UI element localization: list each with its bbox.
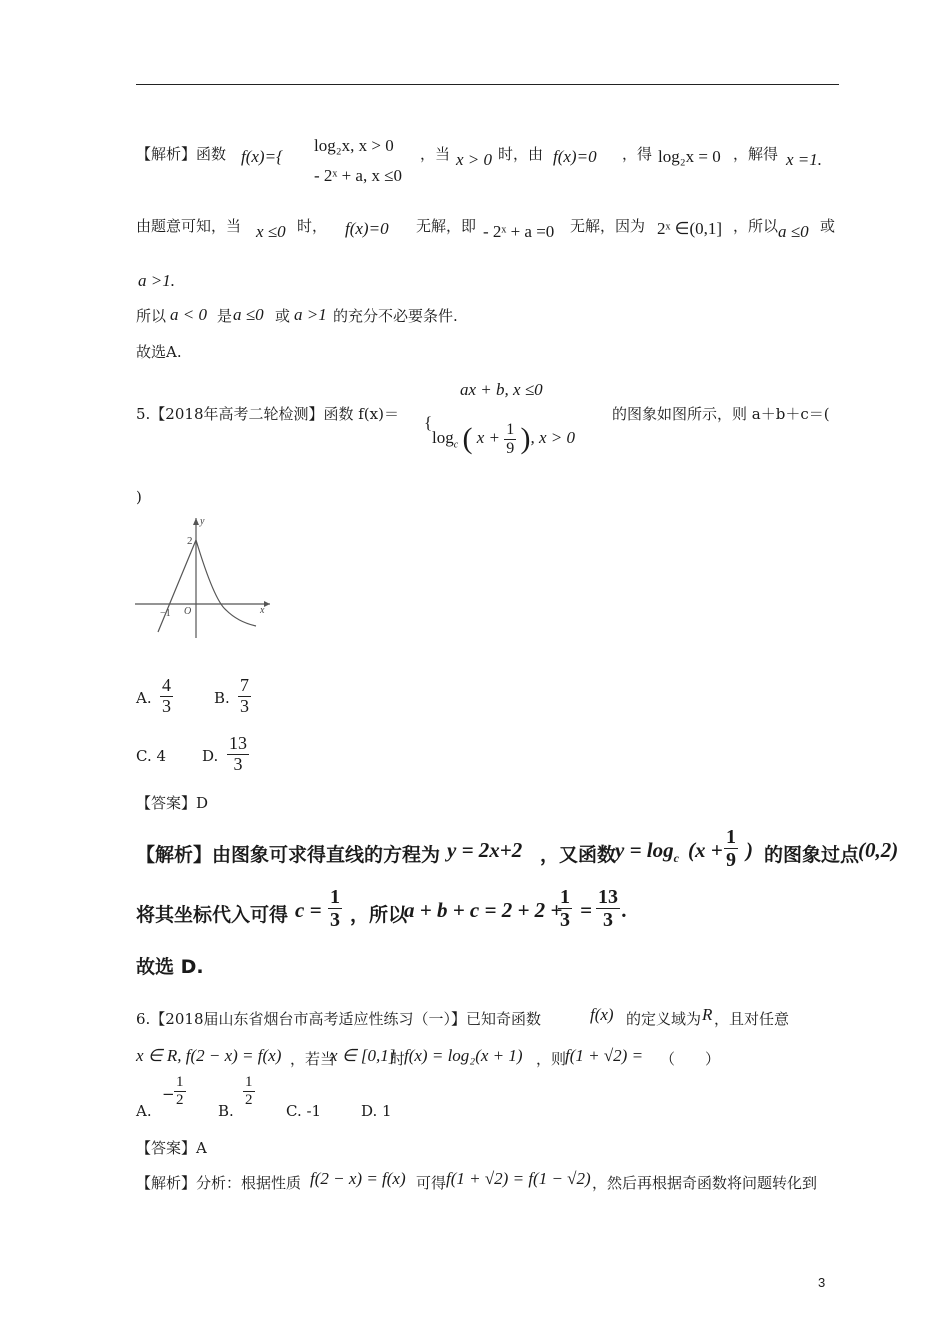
q6-sol-d: f(1 + √2) = f(1 − √2) [446,1169,591,1188]
origin-label: O [184,606,192,617]
s1-eq2: log₂x = 0 [658,147,721,166]
log-curve [196,540,256,626]
q6-t2: ，且对任意 [714,1010,790,1028]
q6-opt-d: D. 1 [361,1102,392,1120]
y-label: y [200,516,205,527]
s3-t4: 的充分不必要条件. [333,307,458,325]
q5-sol2-frac2: $\frac{1}{3}$ [560,886,570,931]
q5-sol2-c: ，所以 [350,904,408,926]
q6-sol-b: f(2 − x) = f(x) [310,1169,406,1188]
s2-line2: a >1. [138,271,175,290]
q6-l2e: f(x) = log₂(x + 1) [404,1046,523,1065]
q5-sol1-f: ) [746,838,753,862]
y-tick-2: 2 [187,535,193,547]
s2-t5: ，所以 [733,217,779,235]
s3-e3: a >1 [294,305,327,324]
s1-f-label: f(x)={ [241,147,283,166]
s1-lead: 【解析】函数 [136,145,227,163]
s1-eq1: f(x)=0 [553,147,597,166]
q6-t1: 的定义域为 [626,1010,702,1028]
s2-eq2: - 2ˣ + a =0 [483,222,555,241]
s2-t3: 无解，即 [416,217,477,235]
q5-case1: ax + b, x ≤0 [460,380,543,399]
s2-t6: 或 [820,217,836,235]
q5-opt-a-label: A. [136,689,152,707]
q5-opt-c: C. 4 [136,747,167,765]
q5-head: 5.【2018年高考二轮检测】函数 f(x)＝ [136,405,399,423]
q6-opt-b-frac: $\frac{1}{2}$ [245,1074,253,1108]
s1-eq3: x =1. [786,150,823,169]
q5-opt-a-frac: $\frac{4}{3}$ [162,675,171,716]
q6-sol-c: 可得 [416,1174,447,1192]
q6-head: 6.【2018届山东省烟台市高考适应性练习（一）】已知奇函数 [136,1010,541,1028]
q5-opt-b-label: B. [214,689,230,707]
q5-close-paren: ) [136,488,142,506]
s3-t1: 所以 [136,307,167,325]
s4-conclusion: 故选A. [136,343,182,361]
q5-sol1-g: 的图象过点 [764,844,860,866]
q5-sol2-b: c = [295,898,322,922]
x-axis-arrow [264,601,270,607]
q5-sol2-frac3: $\frac{13}{3}$ [598,886,618,931]
q6-opt-a-frac: $\frac{1}{2}$ [176,1074,184,1108]
q5-sol2-d: a + b + c = 2 + 2 + [404,898,563,922]
q5-answer: 【答案】D [136,794,209,812]
q6-opt-c: C. -1 [286,1102,322,1120]
s2-t1: 由题意可知，当 [136,217,242,235]
q5-sol1-e: (x + [688,838,723,862]
q5-sol2-frac1: $\frac{1}{3}$ [330,886,340,931]
header-rule [136,84,839,85]
q6-l2d: 时 [390,1050,406,1068]
q6-R: R [702,1005,713,1024]
q5-opt-b-frac: $\frac{7}{3}$ [240,675,249,716]
s1-case1: log₂x, x > 0 [314,136,394,155]
q5-opt-d-frac: $\frac{13}{3}$ [229,733,247,774]
s3-e2: a ≤0 [233,305,264,324]
s2-cond: x ≤0 [256,222,286,241]
q5-sol1-c: ，又函数 [540,844,617,866]
y-axis-arrow [193,518,199,525]
s1-t-jiede: ，解得 [733,145,779,163]
x-tick-neg1: −1 [160,608,171,619]
s1-case2: - 2ˣ + a, x ≤0 [314,166,403,185]
q5-sol1-frac: $\frac{1}{9}$ [726,826,736,871]
q6-l2b: ，若当 [290,1050,336,1068]
x-label: x [260,605,265,616]
q6-l2c: x ∈ [0,1] [330,1046,396,1065]
q5-sol2-f: . [622,898,628,922]
q5-sol1-d: $y = \log_c$ [615,838,679,866]
s2-eq4: a ≤0 [778,222,809,241]
q5-brace: { [424,413,433,432]
q5-sol2-a: 将其坐标代入可得 [136,904,289,926]
page-number: 3 [818,1275,826,1290]
q5-case2: $\log_c$ ( x + $\frac{1}{9}$ ), x > 0 [432,421,575,457]
s2-eq1: f(x)=0 [345,219,389,238]
q6-l2g: f(1 + √2) = [565,1046,644,1065]
s3-e1: a < 0 [170,305,207,324]
q5-sol2-e: = [580,898,592,922]
q6-sol-a: 【解析】分析：根据性质 [136,1174,302,1192]
q6-l2h: （ ） [660,1050,721,1068]
s1-cond1: x > 0 [456,150,493,169]
q5-sol1-h: (0,2) [858,838,899,862]
q5-sol1-b: y = 2x+2 [447,838,523,862]
q5-tail: 的图象如图所示，则 a＋b＋c＝( [612,405,830,423]
s1-t-shi: 时，由 [498,145,544,163]
s3-t3: 或 [275,307,291,325]
q6-answer: 【答案】A [136,1139,207,1157]
q5-sol3: 故选 D. [136,956,204,978]
s2-t2: 时， [297,217,328,235]
q5-opt-d-label: D. [202,747,219,765]
q6-fx: f(x) [590,1005,614,1024]
q6-sol-e: ，然后再根据奇函数将问题转化到 [592,1174,818,1192]
q5-graph [130,510,275,650]
s2-t4: 无解，因为 [570,217,646,235]
q5-sol1-a: 【解析】由图象可求得直线的方程为 [136,844,441,866]
q6-opt-b-label: B. [218,1102,234,1120]
s2-eq3: 2ˣ ∈(0,1] [657,219,723,238]
q6-opt-a-sign: − [162,1085,175,1103]
q6-l2f: ，则 [536,1050,567,1068]
s1-t-de: ，得 [622,145,653,163]
q6-l2a: x ∈ R, f(2 − x) = f(x) [136,1046,282,1065]
s1-t-dang: ，当 [420,145,451,163]
q6-opt-a-label: A. [136,1102,152,1120]
s3-t2: 是 [217,307,233,325]
